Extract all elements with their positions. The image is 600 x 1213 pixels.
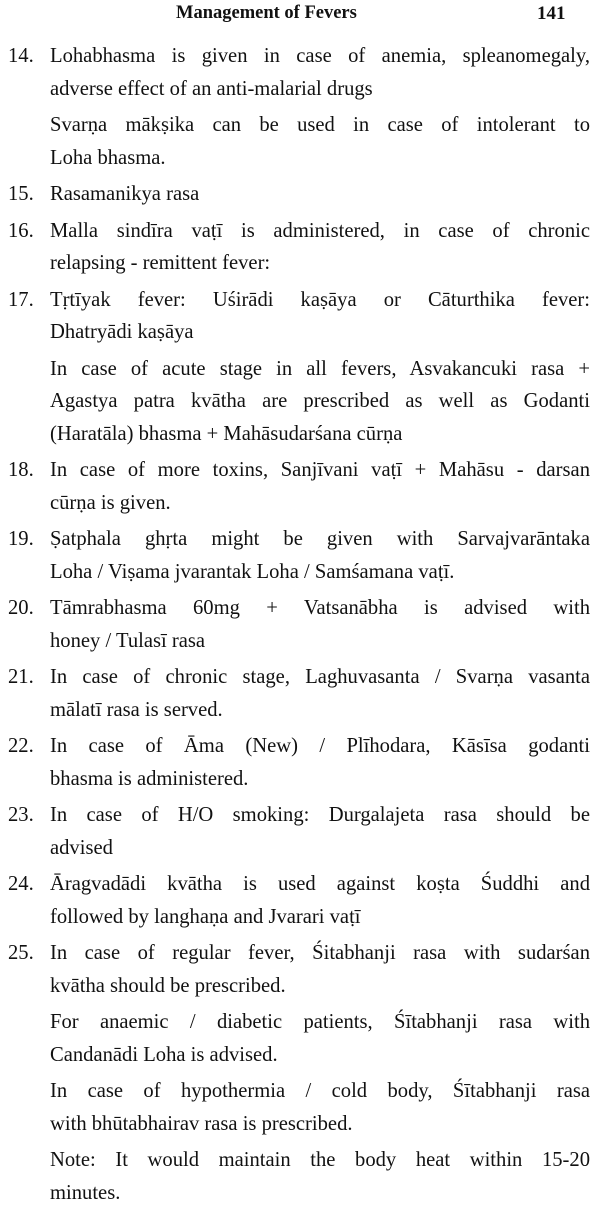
list-item-22 xyxy=(0,730,600,795)
item-line: In case of H/O smoking: Durgalajeta rasa should be xyxy=(50,804,590,826)
item-line: cūrṇa is given. xyxy=(50,491,171,514)
list-item-23 xyxy=(0,799,600,864)
item-line: bhasma is administered. xyxy=(50,767,249,790)
page-header xyxy=(0,0,600,34)
item-line: Āragvadādi kvātha is used against koṣta Śuddhi and xyxy=(50,873,590,895)
item-line: relapsing - remittent fever: xyxy=(50,252,271,274)
page-body xyxy=(0,40,600,1213)
item-subline: Agastya patra kvātha are prescribed as well as Godanti xyxy=(50,390,590,412)
item-subline: In case of acute stage in all fevers, Asvakancuki rasa + xyxy=(50,357,590,380)
item-line: Malla sindīra vaṭī is administered, in case of chronic xyxy=(50,219,590,242)
item-line: Loha / Viṣama jvarantak Loha / Samśamana vaṭī. xyxy=(50,560,455,583)
item-line: honey / Tulasī rasa xyxy=(50,629,206,652)
item-number: 23. xyxy=(8,804,34,826)
list-item-25 xyxy=(0,937,600,1209)
list-item-17 xyxy=(0,284,600,451)
item-subline: Candanādi Loha is advised. xyxy=(50,1043,278,1066)
item-number: 25. xyxy=(8,942,34,964)
page-number: 141 xyxy=(537,3,566,24)
list-item-16 xyxy=(0,215,600,280)
item-line: adverse effect of an anti-malarial drugs xyxy=(50,77,373,100)
item-number: 19. xyxy=(8,528,34,550)
item-number: 15. xyxy=(8,183,34,205)
item-subline: with bhūtabhairav rasa is prescribed. xyxy=(50,1112,353,1135)
item-number: 14. xyxy=(8,45,34,67)
item-number: 20. xyxy=(8,597,34,619)
list-item-24 xyxy=(0,868,600,933)
item-line: In case of more toxins, Sanjīvani vaṭī + Mahāsu - darsan xyxy=(50,459,590,481)
item-line: followed by langhaṇa and Jvarari vaṭī xyxy=(50,905,361,928)
item-line: Ṣatphala ghṛta might be given with Sarvajvarāntaka xyxy=(50,528,590,550)
item-line: Tāmrabhasma 60mg + Vatsanābha is advised with xyxy=(50,597,590,619)
item-number: 22. xyxy=(8,735,34,757)
item-line: In case of Āma (New) / Plīhodara, Kāsīsa godanti xyxy=(50,735,590,757)
list-item-21 xyxy=(0,661,600,726)
item-subline: For anaemic / diabetic patients, Śītabhanji rasa with xyxy=(50,1011,590,1033)
item-number: 21. xyxy=(8,666,34,688)
item-line: mālatī rasa is served. xyxy=(50,698,223,721)
item-line: Tṛtīyak fever: Uśirādi kaṣāya or Cāturthika fever: xyxy=(50,288,590,311)
item-subline: Loha bhasma. xyxy=(50,146,166,169)
item-line: kvātha should be prescribed. xyxy=(50,974,286,997)
list-item-18 xyxy=(0,454,600,519)
item-line: In case of regular fever, Śitabhanji rasa with sudarśan xyxy=(50,942,590,964)
item-number: 17. xyxy=(8,288,34,311)
item-number: 16. xyxy=(8,219,34,242)
list-item-19 xyxy=(0,523,600,588)
list-item-14 xyxy=(0,40,600,174)
item-subline: In case of hypothermia / cold body, Śītabhanji rasa xyxy=(50,1080,590,1102)
item-subline: (Haratāla) bhasma + Mahāsudarśana cūrṇa xyxy=(50,422,403,445)
item-number: 18. xyxy=(8,459,34,481)
item-line: Dhatryādi kaṣāya xyxy=(50,321,194,343)
item-subline: Svarṇa mākṣika can be used in case of intolerant to xyxy=(50,114,590,136)
item-line: advised xyxy=(50,836,113,859)
note-line: minutes. xyxy=(50,1181,121,1204)
item-line: Rasamanikya rasa xyxy=(50,183,200,205)
item-line: In case of chronic stage, Laghuvasanta / Svarṇa vasanta xyxy=(50,666,590,688)
list-item-15 xyxy=(0,178,600,211)
running-title: Management of Fevers xyxy=(176,3,357,23)
item-number: 24. xyxy=(8,873,34,895)
item-line: Lohabhasma is given in case of anemia, spleanomegaly, xyxy=(50,45,590,67)
note-line: Note: It would maintain the body heat within 15-20 xyxy=(50,1149,590,1171)
list-item-20 xyxy=(0,592,600,657)
